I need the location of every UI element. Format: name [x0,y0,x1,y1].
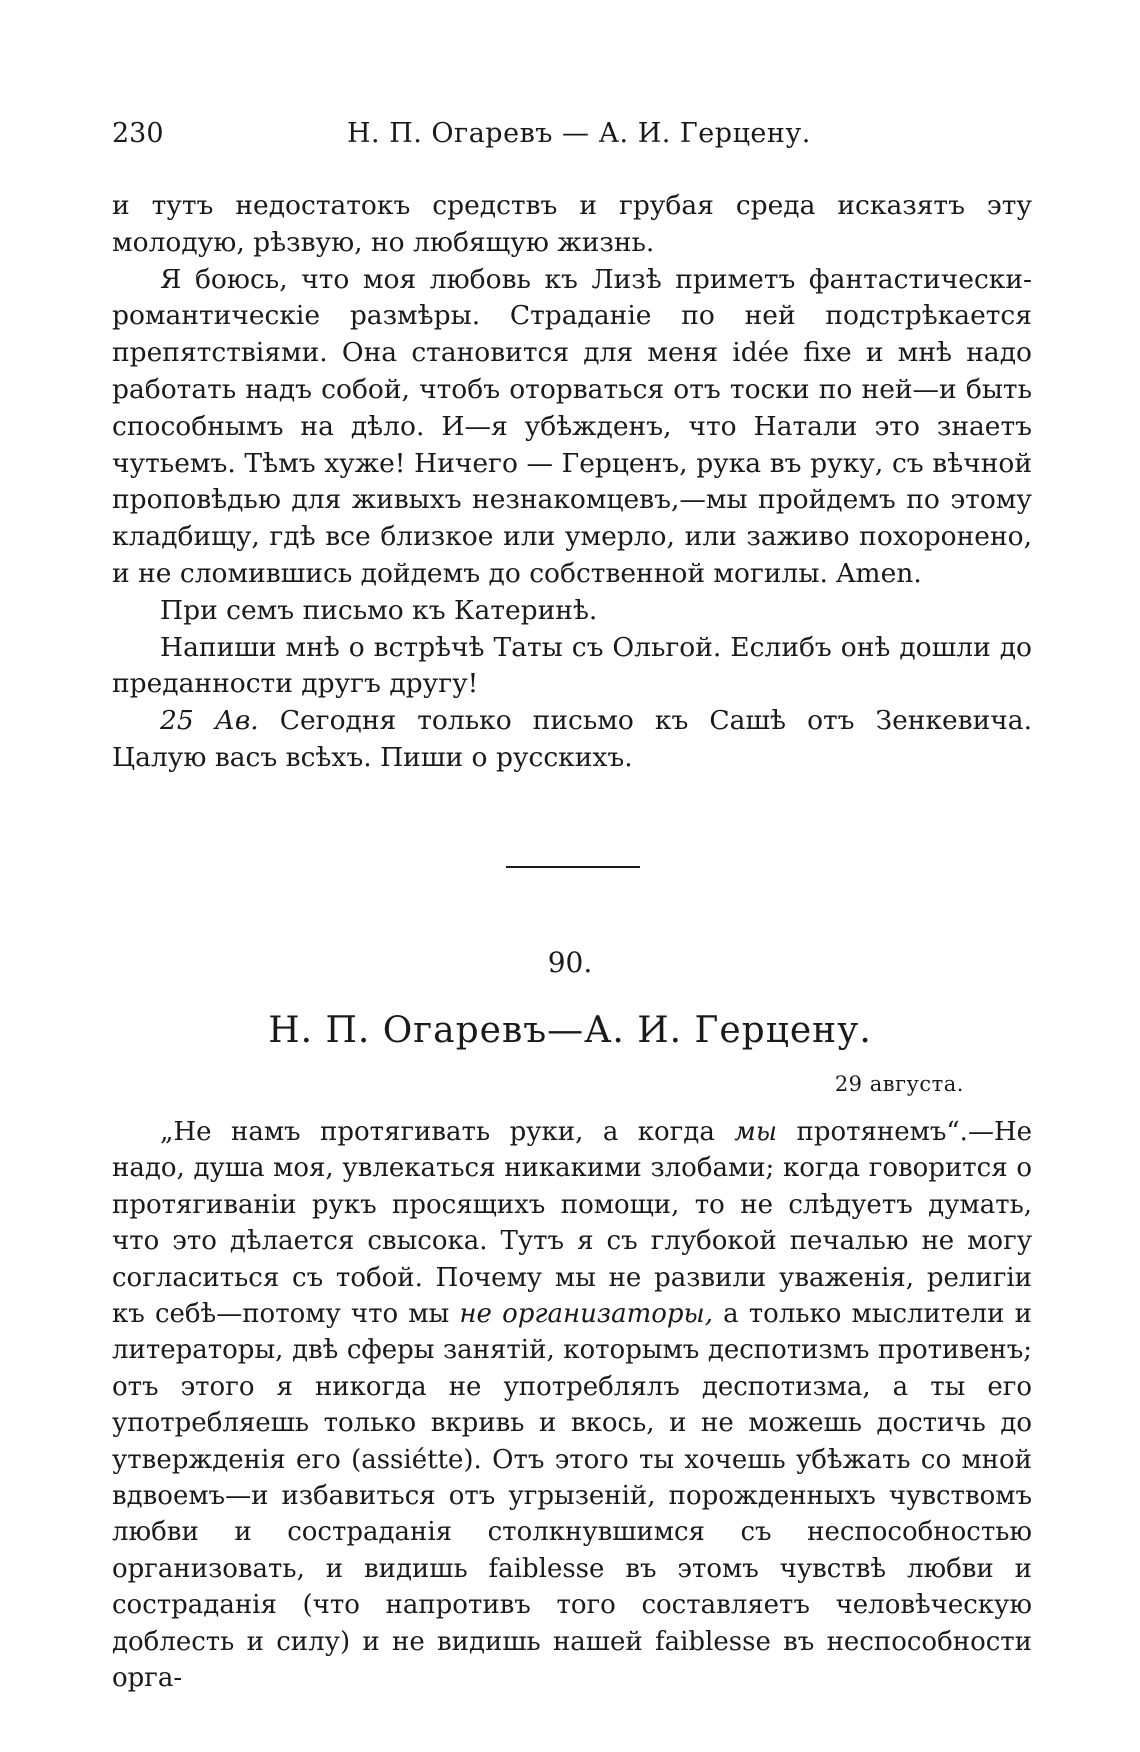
section-divider [506,866,640,868]
paragraph: Напиши мнѣ о встрѣчѣ Таты съ Ольгой. Еслибъ онѣ дошли до преданности другъ другу! [112,631,1032,700]
letter-number: 90. [547,946,593,979]
letter-heading: Н. П. Огаревъ—А. И. Герцену. [268,1010,872,1051]
paragraph: При семъ письмо къ Катеринѣ. [160,594,598,626]
paragraph: и тутъ недостатокъ средствъ и грубая среда исказятъ эту молодую, рѣзвую, но любящую жизнь. [112,190,1032,258]
italic-run: не организаторы, [459,1299,713,1330]
italic-run: мы [734,1117,778,1147]
running-head [112,118,1032,158]
previous-letter-text [112,188,1032,777]
letter-date: 29 августа. [834,1072,964,1096]
letter-body [112,1114,1032,1697]
date-note: 25 Ав. [160,705,259,737]
paragraph: Я боюсь, что моя любовь къ Лизѣ приметъ фантастически-романтическіе размѣры. Страданіе по ней подстрѣкается препятствіями. Она становится для меня idée fixe и мнѣ надо работать надъ собой, чтобъ оторваться отъ тоски по ней—и быть способнымъ на дѣло. И—я убѣжденъ, что Натали это знаетъ чутьемъ. Тѣмъ хуже! Ничего — Герценъ, рука въ руку, съ вѣчной проповѣдью для живыхъ незнакомцевъ,—мы пройдемъ по этому кладбищу, гдѣ все близкое или умерло, или заживо похоронено, и не сломившись дойдемъ до собственной могилы. Amen. [112,263,1032,589]
text-run: а только мыслители и литераторы, двѣ сферы занятій, которымъ деспотизмъ противенъ; отъ этого я никогда не употреблялъ деспотизма, а ты его употребляешь только вкривь и вкось, и не можешь достичь до утвержденія его (assiétte). Отъ этого ты хочешь убѣжать со мной вдвоемъ—и избавиться отъ угрызеній, порожденныхъ чувствомъ любви и состраданія столкнувшимся съ неспособностью организовать, и видишь faiblesse въ этомъ чувствѣ любви и состраданія (что напротивъ того составляетъ человѣческую доблесть и силу) и не видишь нашей faiblesse въ неспособности орга- [112,1299,1032,1694]
paragraph-text: Сегодня только письмо къ Сашѣ отъ Зенкевича. Цалую васъ всѣхъ. Пиши о русскихъ. [112,705,1033,773]
paragraph [112,1114,1032,1697]
text-run: протянемъ“.—Не надо, душа моя, увлекаться никакими злобами; когда говорится о протягиваніи рукъ просящихъ помощи, то не слѣдуетъ думать, что это дѣлается свысока. Тутъ я съ глубокой печалью не могу согласиться съ тобой. Почему мы не развили уваженія, религіи къ себѣ—потому что мы [112,1117,1033,1330]
running-head-title: Н. П. Огаревъ — А. И. Герцену. [347,118,811,149]
page-number: 230 [112,118,164,149]
text-run: „Не намъ протягивать руки, а когда [160,1117,735,1147]
paragraph-dated [112,703,1032,777]
